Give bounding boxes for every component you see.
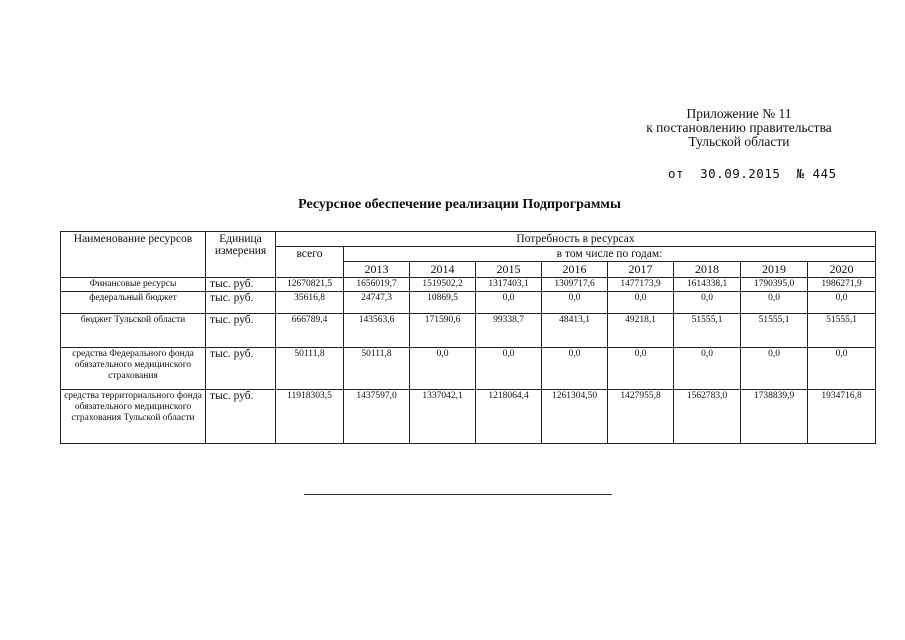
row-value-2015: 1218064,4 xyxy=(476,390,542,444)
row-value-2013: 1437597,0 xyxy=(344,390,410,444)
row-total: 12670821,5 xyxy=(276,278,344,292)
appendix-number: Приложение № 11 xyxy=(686,106,792,121)
row-unit: тыс. руб. xyxy=(206,390,276,444)
header-year-2019: 2019 xyxy=(741,262,808,278)
row-value-2015: 1317403,1 xyxy=(476,278,542,292)
row-total: 50111,8 xyxy=(276,348,344,390)
row-name: федеральный бюджет xyxy=(61,292,206,314)
signature-prefix: от xyxy=(668,166,685,181)
row-value-2016: 0,0 xyxy=(542,348,608,390)
row-value-2013: 50111,8 xyxy=(344,348,410,390)
row-value-2014: 10869,5 xyxy=(410,292,476,314)
row-unit: тыс. руб. xyxy=(206,292,276,314)
row-value-2014: 1337042,1 xyxy=(410,390,476,444)
row-value-2015: 99338,7 xyxy=(476,314,542,348)
row-value-2013: 143563,6 xyxy=(344,314,410,348)
row-total: 11918303,5 xyxy=(276,390,344,444)
header-total: всего xyxy=(276,247,344,278)
row-value-2020: 0,0 xyxy=(808,292,876,314)
row-value-2015: 0,0 xyxy=(476,348,542,390)
table-row xyxy=(61,390,876,444)
row-name: средства территориального фонда обязательного медицинского страхования Тульской области xyxy=(61,390,206,444)
appendix-region: Тульской области xyxy=(688,134,790,149)
row-value-2014: 171590,6 xyxy=(410,314,476,348)
footer-rule xyxy=(304,494,612,495)
row-value-2017: 1477173,9 xyxy=(608,278,674,292)
row-total: 35616,8 xyxy=(276,292,344,314)
row-value-2018: 1614338,1 xyxy=(674,278,741,292)
row-value-2016: 1261304,50 xyxy=(542,390,608,444)
header-year-2013: 2013 xyxy=(344,262,410,278)
row-unit: тыс. руб. xyxy=(206,314,276,348)
row-value-2013: 24747,3 xyxy=(344,292,410,314)
row-name: бюджет Тульской области xyxy=(61,314,206,348)
decree-signature xyxy=(668,166,837,181)
signature-number-label: № xyxy=(796,166,805,181)
header-year-2018: 2018 xyxy=(674,262,741,278)
table-row xyxy=(61,278,876,292)
row-name: средства Федерального фонда обязательного медицинского страхования xyxy=(61,348,206,390)
row-value-2019: 1790395,0 xyxy=(741,278,808,292)
header-row-1 xyxy=(61,232,876,247)
row-value-2018: 0,0 xyxy=(674,348,741,390)
document-title: Ресурсное обеспечение реализации Подпрограммы xyxy=(298,197,621,212)
row-value-2017: 1427955,8 xyxy=(608,390,674,444)
row-value-2020: 1986271,9 xyxy=(808,278,876,292)
row-value-2019: 51555,1 xyxy=(741,314,808,348)
header-year-2017: 2017 xyxy=(608,262,674,278)
table-row xyxy=(61,314,876,348)
header-year-2015: 2015 xyxy=(476,262,542,278)
row-value-2016: 0,0 xyxy=(542,292,608,314)
appendix-decree: к постановлению правительства xyxy=(646,120,832,135)
row-value-2013: 1656019,7 xyxy=(344,278,410,292)
row-value-2019: 0,0 xyxy=(741,348,808,390)
row-value-2017: 49218,1 xyxy=(608,314,674,348)
signature-number: 445 xyxy=(812,166,837,181)
row-value-2020: 51555,1 xyxy=(808,314,876,348)
table-row xyxy=(61,292,876,314)
header-need: Потребность в ресурсах xyxy=(276,232,876,247)
row-value-2014: 1519502,2 xyxy=(410,278,476,292)
resource-table xyxy=(60,231,876,444)
row-unit: тыс. руб. xyxy=(206,278,276,292)
row-name: Финансовые ресурсы xyxy=(61,278,206,292)
row-value-2020: 0,0 xyxy=(808,348,876,390)
row-value-2017: 0,0 xyxy=(608,292,674,314)
row-value-2019: 0,0 xyxy=(741,292,808,314)
row-value-2015: 0,0 xyxy=(476,292,542,314)
row-total: 666789,4 xyxy=(276,314,344,348)
header-year-2016: 2016 xyxy=(542,262,608,278)
header-by-years: в том числе по годам: xyxy=(344,247,876,262)
header-year-2014: 2014 xyxy=(410,262,476,278)
row-value-2016: 1309717,6 xyxy=(542,278,608,292)
header-year-2020: 2020 xyxy=(808,262,876,278)
row-value-2014: 0,0 xyxy=(410,348,476,390)
row-value-2019: 1738839,9 xyxy=(741,390,808,444)
row-value-2018: 0,0 xyxy=(674,292,741,314)
signature-date: 30.09.2015 xyxy=(700,166,781,181)
row-unit: тыс. руб. xyxy=(206,348,276,390)
header-unit: Единица измерения xyxy=(206,232,276,278)
table-row xyxy=(61,348,876,390)
row-value-2020: 1934716,8 xyxy=(808,390,876,444)
header-name: Наименование ресурсов xyxy=(61,232,206,278)
appendix-header xyxy=(609,107,869,149)
row-value-2016: 48413,1 xyxy=(542,314,608,348)
row-value-2018: 51555,1 xyxy=(674,314,741,348)
row-value-2018: 1562783,0 xyxy=(674,390,741,444)
row-value-2017: 0,0 xyxy=(608,348,674,390)
